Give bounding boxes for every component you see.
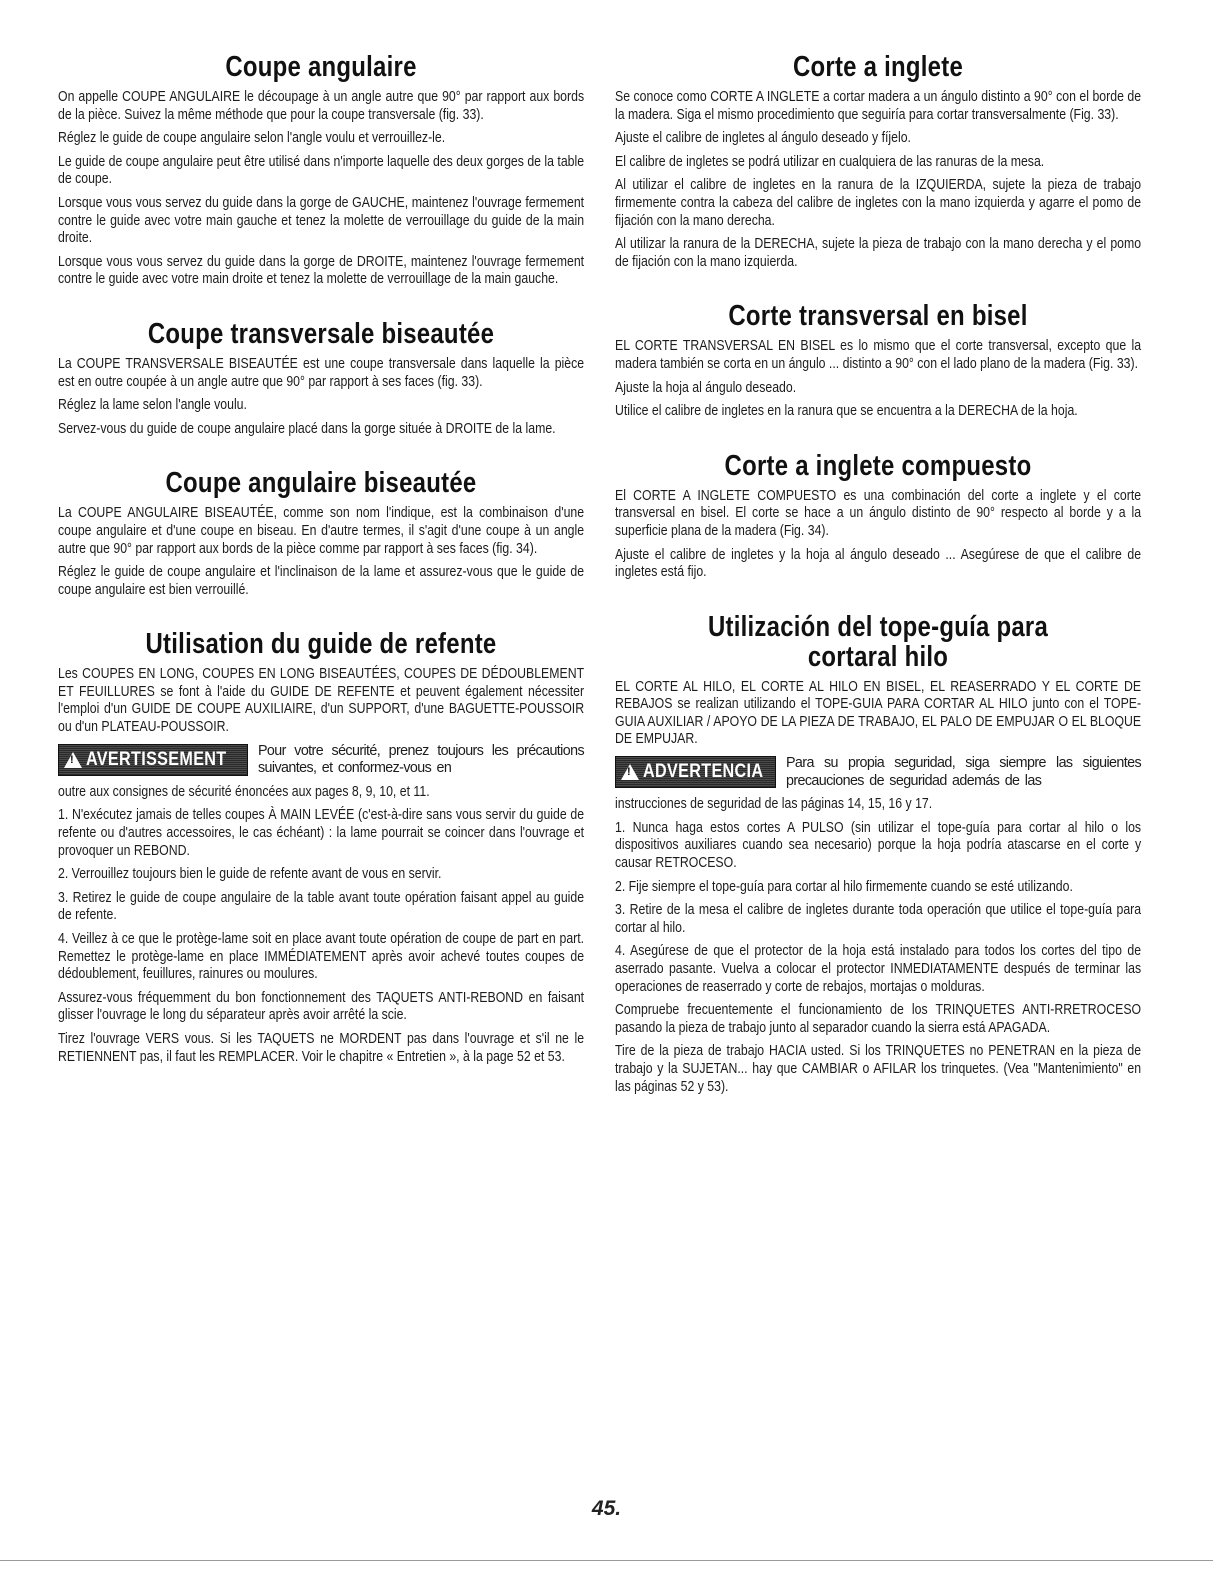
paragraph: Utilice el calibre de ingletes en la ranura que se encuentra a la DERECHA de la hoja. [615,403,1078,420]
warning-label: AVERTISSEMENT [86,748,227,770]
section-coupe-angulaire-biseautee [58,468,584,599]
list-item: 2. Fije siempre el tope-guía para cortar al hilo firmemente cuando se esté utilizando. [615,878,1073,895]
warning-text: Para su propia seguridad, siga siempre las siguientes precauciones de seguridad además de las [786,755,1141,789]
warning-text-continued: instrucciones de seguridad de las páginas 14, 15, 16 y 17. [615,796,933,813]
paragraph: EL CORTE AL HILO, EL CORTE AL HILO EN BISEL, EL REASERRADO Y EL CORTE DE REBAJOS se realizan utilizando el TOPE-GUIA PARA CORTAR AL HILO junto con el TOPE-GUIA AUXILIAR / APOYO DE LA PIEZA DE TRABAJO, EL PALO DE EMPUJAR O EL BLOQUE DE EMPUJAR. [615,678,1142,748]
paragraph: El CORTE A INGLETE COMPUESTO es una combinación del corte a inglete y el corte transversal en bisel. El corte se hace a un ángulo distinto de 90° respecto al borde y a la superficie plana de la madera (Fig. 34). [615,487,1142,539]
list-item: 3. Retire de la mesa el calibre de ingletes durante toda operación que utilice el tope-guía para cortar al hilo. [615,902,1142,936]
paragraph: Ajuste el calibre de ingletes y la hoja al ángulo deseado ... Asegúrese de que el calibre de ingletes está fijo. [615,546,1142,581]
warning-triangle-icon [621,764,639,780]
page-number: 45. [591,1497,622,1520]
section-title: Coupe angulaire biseautée [165,467,477,500]
section-coupe-angulaire [58,52,584,289]
list-item: 4. Asegúrese de que el protector de la hoja está instalado para todos los cortes del tipo de aserrado pasante. Vuelva a colocar el protector INMEDIATAMENTE después de terminar las operaciones de reaserrado y corte de rebajos, mortajas o molduras. [615,943,1142,995]
warning-text-continued: outre aux consignes de sécurité énoncées aux pages 8, 9, 10, et 11. [58,783,430,800]
french-column [58,52,584,1086]
paragraph: Servez-vous du guide de coupe angulaire placé dans la gorge située à DROITE de la lame. [58,420,556,437]
section-tope-guia [615,612,1141,1096]
paragraph: Ajuste el calibre de ingletes al ángulo deseado y fíjelo. [615,130,911,147]
warning-triangle-icon [64,752,82,768]
warning-block [58,743,584,778]
list-item: 4. Veillez à ce que le protège-lame soit en place avant toute opération de coupe de part en part. Remettez le protège-lame en place IMMÉDIATEMENT après avoir achevé toutes coupes de dédoublement, feuillures, rainures ou moulures. [58,931,585,983]
warning-badge [615,756,776,788]
section-corte-transversal-en-bisel [615,301,1141,420]
paragraph: Tirez l'ouvrage VERS vous. Si les TAQUETS ne MORDENT pas dans l'ouvrage et s'il ne le RETIENNENT pas, il faut les REMPLACER. Voir le chapitre « Entretien », à la page 52 et 53. [58,1030,585,1065]
section-title-line-1: Utilización del tope-guía para [707,610,1049,643]
paragraph: Al utilizar el calibre de ingletes en la ranura de la IZQUIERDA, sujete la pieza de trabajo firmemente contra la cabeza del calibre de ingletes con la mano izquierda y agarre el pomo de fijación con la mano derecha. [615,177,1142,229]
section-title: Corte transversal en bisel [728,300,1028,333]
paragraph: Réglez le guide de coupe angulaire et l'inclinaison de la lame et assurez-vous que le guide de coupe angulaire est bien verrouillé. [58,564,585,598]
section-corte-a-inglete [615,52,1141,271]
paragraph: Lorsque vous vous servez du guide dans la gorge de GAUCHE, maintenez l'ouvrage fermement contre le guide avec votre main gauche et tenez la molette de verrouillage du guide de la main droite. [58,194,585,247]
list-item: 1. N'exécutez jamais de telles coupes À MAIN LEVÉE (c'est-à-dire sans vous servir du guide de refente ou d'autres accessoires, le cas échéant) : la lame pourrait se coincer dans l'ouvrage et provoquer un REBOND. [58,807,585,859]
section-title: Coupe angulaire [225,51,417,83]
paragraph: Le guide de coupe angulaire peut être utilisé dans n'importe laquelle des deux gorges de la table de coupe. [58,153,585,188]
paragraph: Tire de la pieza de trabajo HACIA usted. Si los TRINQUETES no PENETRAN en la pieza de trabajo y la SUJETAN... hay que CAMBIAR o AFILAR los trinquetes. (Vea "Mantenimiento" en las páginas 52 y 53). [615,1043,1142,1095]
paragraph: Réglez le guide de coupe angulaire selon l'angle voulu et verrouillez-le. [58,130,446,147]
list-item: 2. Verrouillez toujours bien le guide de refente avant de vous en servir. [58,866,442,883]
paragraph: On appelle COUPE ANGULAIRE le découpage à un angle autre que 90° par rapport aux bords de la pièce. Suivez la même méthode que pour la coupe transversale (fig. 33). [58,89,585,123]
section-title: Corte a inglete [792,51,964,83]
paragraph: Se conoce como CORTE A INGLETE a cortar madera a un ángulo distinto a 90° con el borde de la madera. Siga el mismo procedimiento que seguiría para cortar transversalmente (Fig. 33). [615,89,1142,123]
section-guide-de-refente [58,629,584,1066]
section-title [657,612,1099,672]
paragraph: Les COUPES EN LONG, COUPES EN LONG BISEAUTÉES, COUPES DE DÉDOUBLEMENT ET FEUILLURES se font à l'aide du GUIDE DE REFENTE et peuvent également nécessiter l'emploi d'un GUIDE DE COUPE AUXILIAIRE, d'un SUPPORT, d'une BAGUETTE-POUSSOIR ou d'un PLATEAU-POUSSOIR. [58,666,585,736]
list-item: 1. Nunca haga estos cortes A PULSO (sin utilizar el tope-guía para cortar al hilo o los dispositivos auxiliares cuando sea necesario) porque la hoja podría atascarse en el corte y causar RETROCESO. [615,819,1142,872]
paragraph: Ajuste la hoja al ángulo deseado. [615,379,797,396]
spanish-column [615,52,1141,1116]
footer-rule [0,1560,1213,1561]
paragraph: Al utilizar la ranura de la DERECHA, sujete la pieza de trabajo con la mano derecha y el pomo de fijación con la mano izquierda. [615,236,1142,270]
section-title: Coupe transversale biseautée [147,317,495,350]
paragraph: Lorsque vous vous servez du guide dans la gorge de DROITE, maintenez l'ouvrage fermement contre le guide avec votre main droite et tenez la molette de verrouillage de la main gauche. [58,253,585,288]
section-coupe-transversale-biseautee [58,319,584,438]
paragraph: Réglez la lame selon l'angle voulu. [58,397,247,414]
section-corte-a-inglete-compuesto [615,451,1141,582]
warning-text: Pour votre sécurité, prenez toujours les précautions suivantes, et conformez-vous en [258,742,584,777]
paragraph: La COUPE TRANSVERSALE BISEAUTÉE est une coupe transversale dans laquelle la pièce est en outre coupée à un angle autre que 90° par rapport à ses faces (fig. 33). [58,355,585,390]
paragraph: El calibre de ingletes se podrá utilizar en cualquiera de las ranuras de la mesa. [615,153,1045,170]
section-title: Utilisation du guide de refente [145,628,497,661]
section-title-line-2: cortaral hilo [807,640,949,673]
warning-block [615,755,1141,790]
paragraph: Compruebe frecuentemente el funcionamiento de los TRINQUETES ANTI-RRETROCESO pasando la pieza de trabajo junto al separador cuando la sierra está APAGADA. [615,1002,1142,1036]
paragraph: La COUPE ANGULAIRE BISEAUTÉE, comme son nom l'indique, est la combinaison d'une coupe angulaire et d'une coupe en biseau. En d'autre termes, il s'agit d'une coupe à un angle autre que 90° par rapport aux bords de la pièce comme par rapport à ses faces (fig. 34). [58,505,585,557]
paragraph: Assurez-vous fréquemment du bon fonctionnement des TAQUETS ANTI-REBOND en faisant glisser l'ouvrage le long du séparateur après avoir arrêté la scie. [58,989,585,1024]
paragraph: EL CORTE TRANSVERSAL EN BISEL es lo mismo que el corte transversal, excepto que la madera también se corta en un ángulo ... distinto a 90° con el lado plano de la madera (Fig. 33). [615,338,1142,372]
section-title: Corte a inglete compuesto [724,449,1032,482]
list-item: 3. Retirez le guide de coupe angulaire de la table avant toute opération faisant appel au guide de refente. [58,889,585,924]
warning-badge [58,744,248,776]
warning-label: ADVERTENCIA [643,761,764,783]
